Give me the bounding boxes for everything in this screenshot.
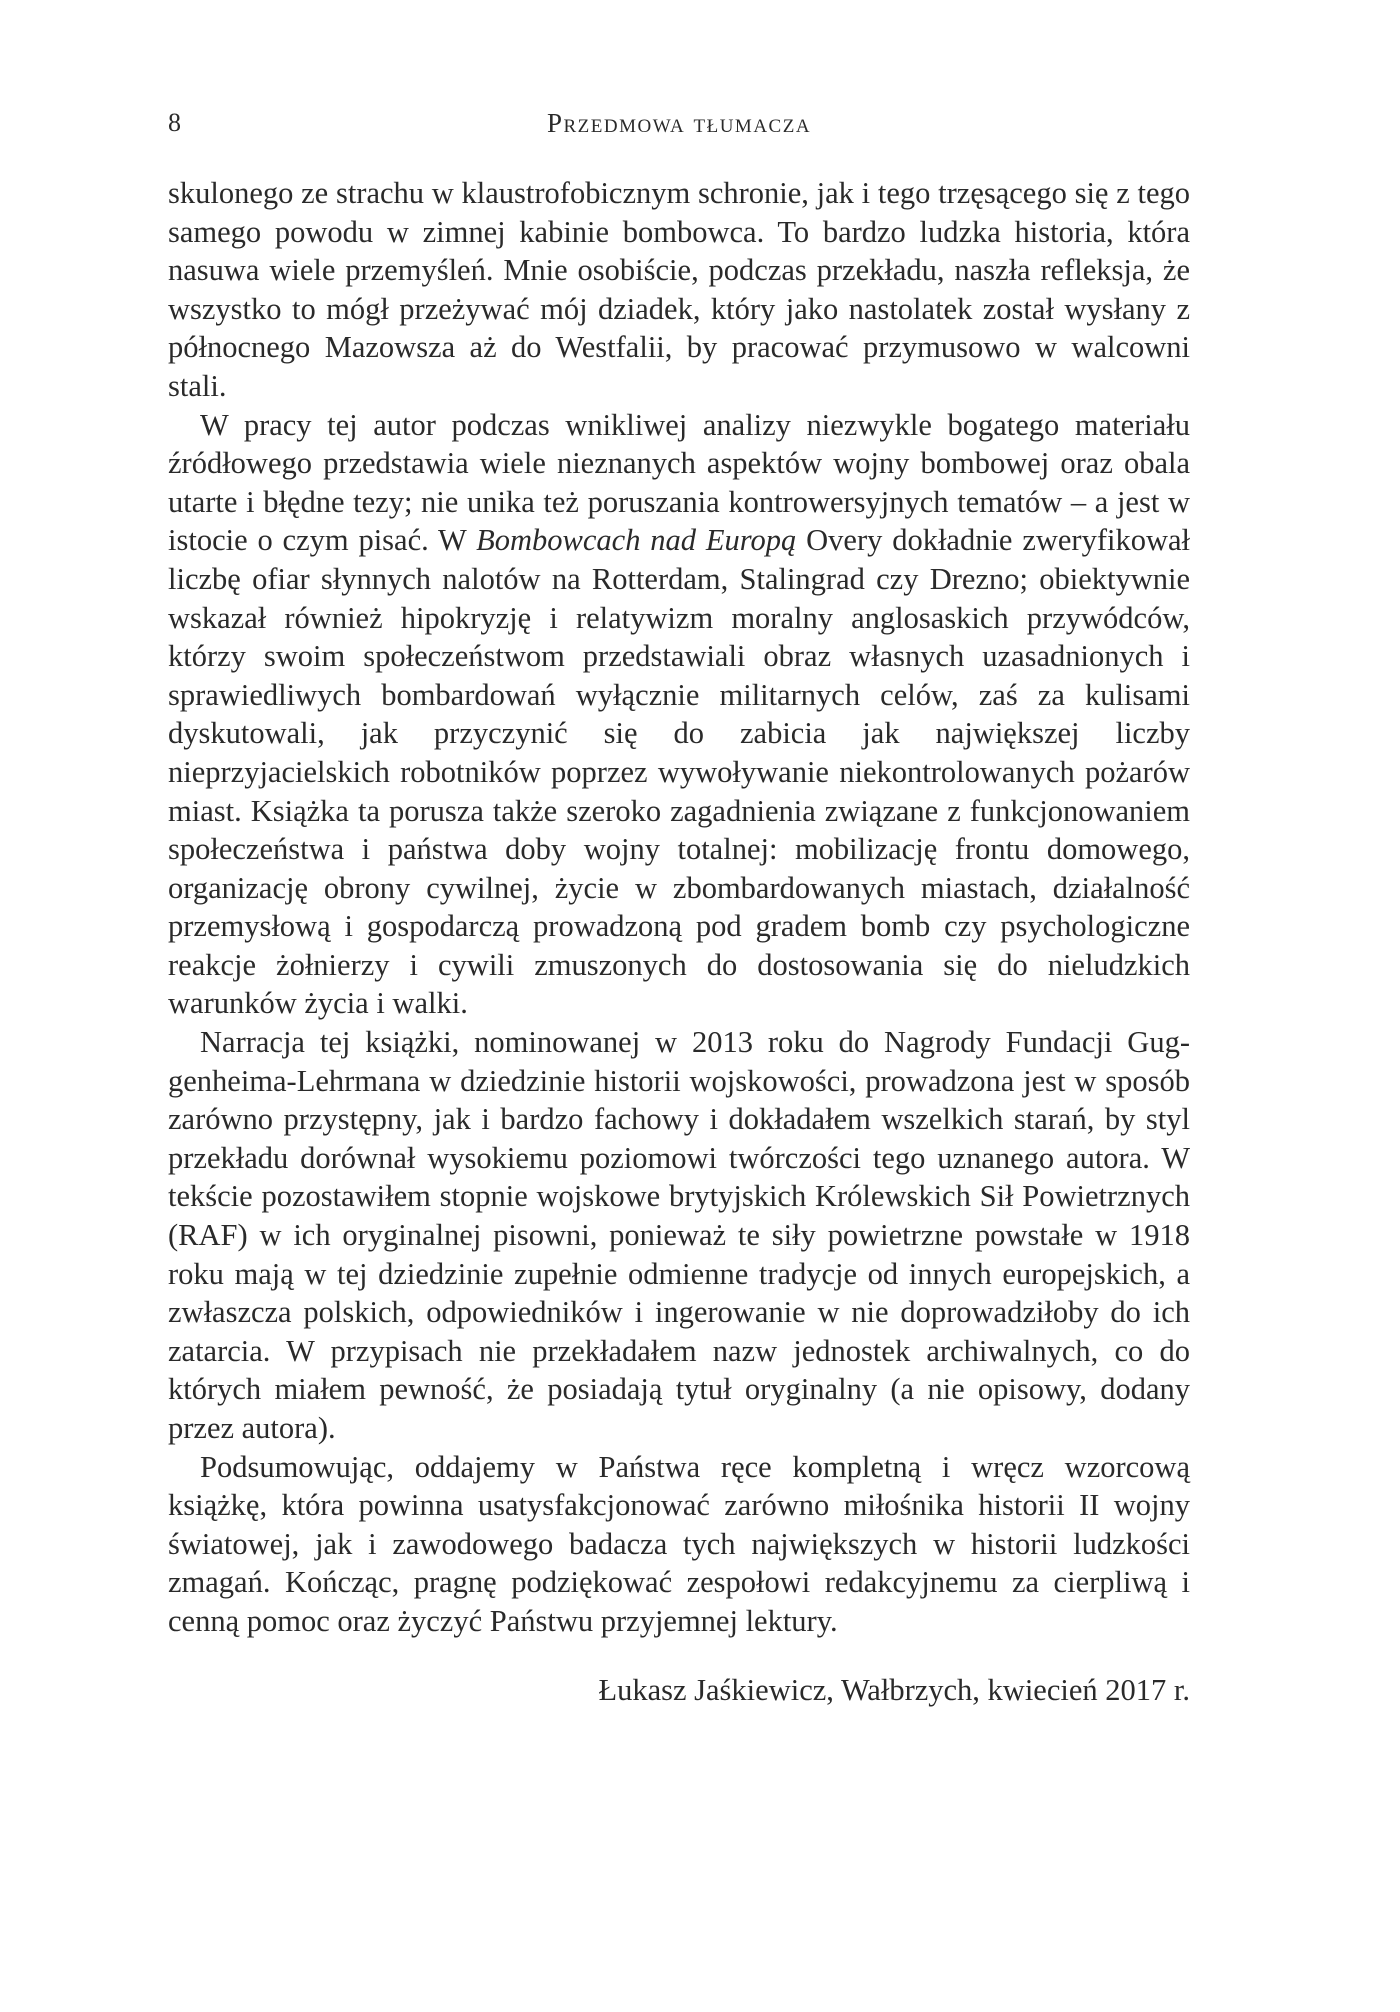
paragraph-summary: Podsumowując, oddajemy w Państwa ręce kompletną i wręcz wzorcową książkę, która powinna usatysfakcjonować zarówno miłośnika historii II wojny światowej, jak i zawodowego badacza tych największych w historii ludzkości zmagań. Kończąc, pragnę podziękować zespołowi redakcyjnemu za cierpliwą i cenną pomoc oraz życzyć Państwu przyjemnej lektury. [168, 1449, 1190, 1638]
book-title-italic: Bombowcach nad Europą [476, 523, 797, 558]
body-text [168, 174, 1190, 1641]
paragraph-text: Overy dokładnie zweryfikował liczbę ofiar słynnych nalotów na Rotterdam, Stalingrad czy Drezno; obiektywnie wskazał również hipokryzję i relatywizm moralny anglosaskich przywódców, którzy swoim społeczeństwom przedstawiali obraz własnych uzasadnionych i sprawiedliwych bombardowań wyłącznie militarnych celów, zaś za kulisami dyskutowali, jak przyczynić się do zabicia jak największej liczby nieprzyjacielskich robotników poprzez wywoływanie niekontrolowanych pożarów miast. Książka ta porusza także szeroko zagadnienia związane z funkcjonowaniem społeczeństwa i państwa doby wojny totalnej: mobilizację frontu domowego, organizację obrony cywilnej, życie w zbombardowanych miastach, działalność przemysłową i gospodarczą prowadzoną pod gradem bomb czy psychologiczne reakcje żołnierzy i cywili zmuszonych do dostosowania się do nieludzkich warunków życia i walki. [168, 523, 1190, 1021]
paragraph-narration: Narracja tej książki, nominowanej w 2013 roku do Nagrody Fundacji Guggenheima-Lehrmana w dziedzinie historii wojskowości, prowadzona jest w sposób zarówno przystępny, jak i bardzo fachowy i dokładałem wszelkich starań, by styl przekładu dorównał wysokiemu poziomowi twórczości tego uznanego autora. W tekście pozostawiłem stopnie wojskowe brytyjskich Królewskich Sił Powietrznych (RAF) w ich oryginalnej pisowni, ponieważ te siły powietrzne powstałe w 1918 roku mają w tej dziedzinie zupełnie odmienne tradycje od innych europejskich, a zwłaszcza polskich, odpowiedników i ingerowanie w nie doprowadziłoby do ich zatarcia. W przypisach nie przekładałem nazw jednostek archiwalnych, co do których miałem pewność, że posiadają tytuł oryginalny (a nie opisowy, dodany przez autora). [168, 1025, 1190, 1445]
page-number: 8 [168, 108, 181, 137]
paragraph-continuation: skulonego ze strachu w klaustrofobicznym schronie, jak i tego trzęsącego się z tego samego powodu w zimnej kabinie bombowca. To bardzo ludzka historia, która nasuwa wiele przemyśleń. Mnie osobiście, podczas przekładu, naszła refleksja, że wszystko to mógł przeżywać mój dziadek, który jako nastolatek został wysłany z północnego Mazowsza aż do Westfalii, by pracować przymusowo w walcowni stali. [168, 176, 1190, 403]
running-title: Przedmowa tłumacza [546, 108, 812, 138]
paragraph-analysis [168, 406, 1190, 1024]
paragraph-text: W pracy tej autor podczas wnikliwej analizy niezwykle bogatego materiału źródłowego przedstawia wiele nieznanych aspektów wojny bombowej oraz obala utarte i błędne tezy; nie unika też poruszania kontrowersyjnych tematów – a jest w istocie o czym pisać. W [168, 407, 1190, 558]
translator-signature: Łukasz Jaśkiewicz, Wałbrzych, kwiecień 2017 r. [598, 1673, 1190, 1707]
running-head [168, 103, 1190, 143]
